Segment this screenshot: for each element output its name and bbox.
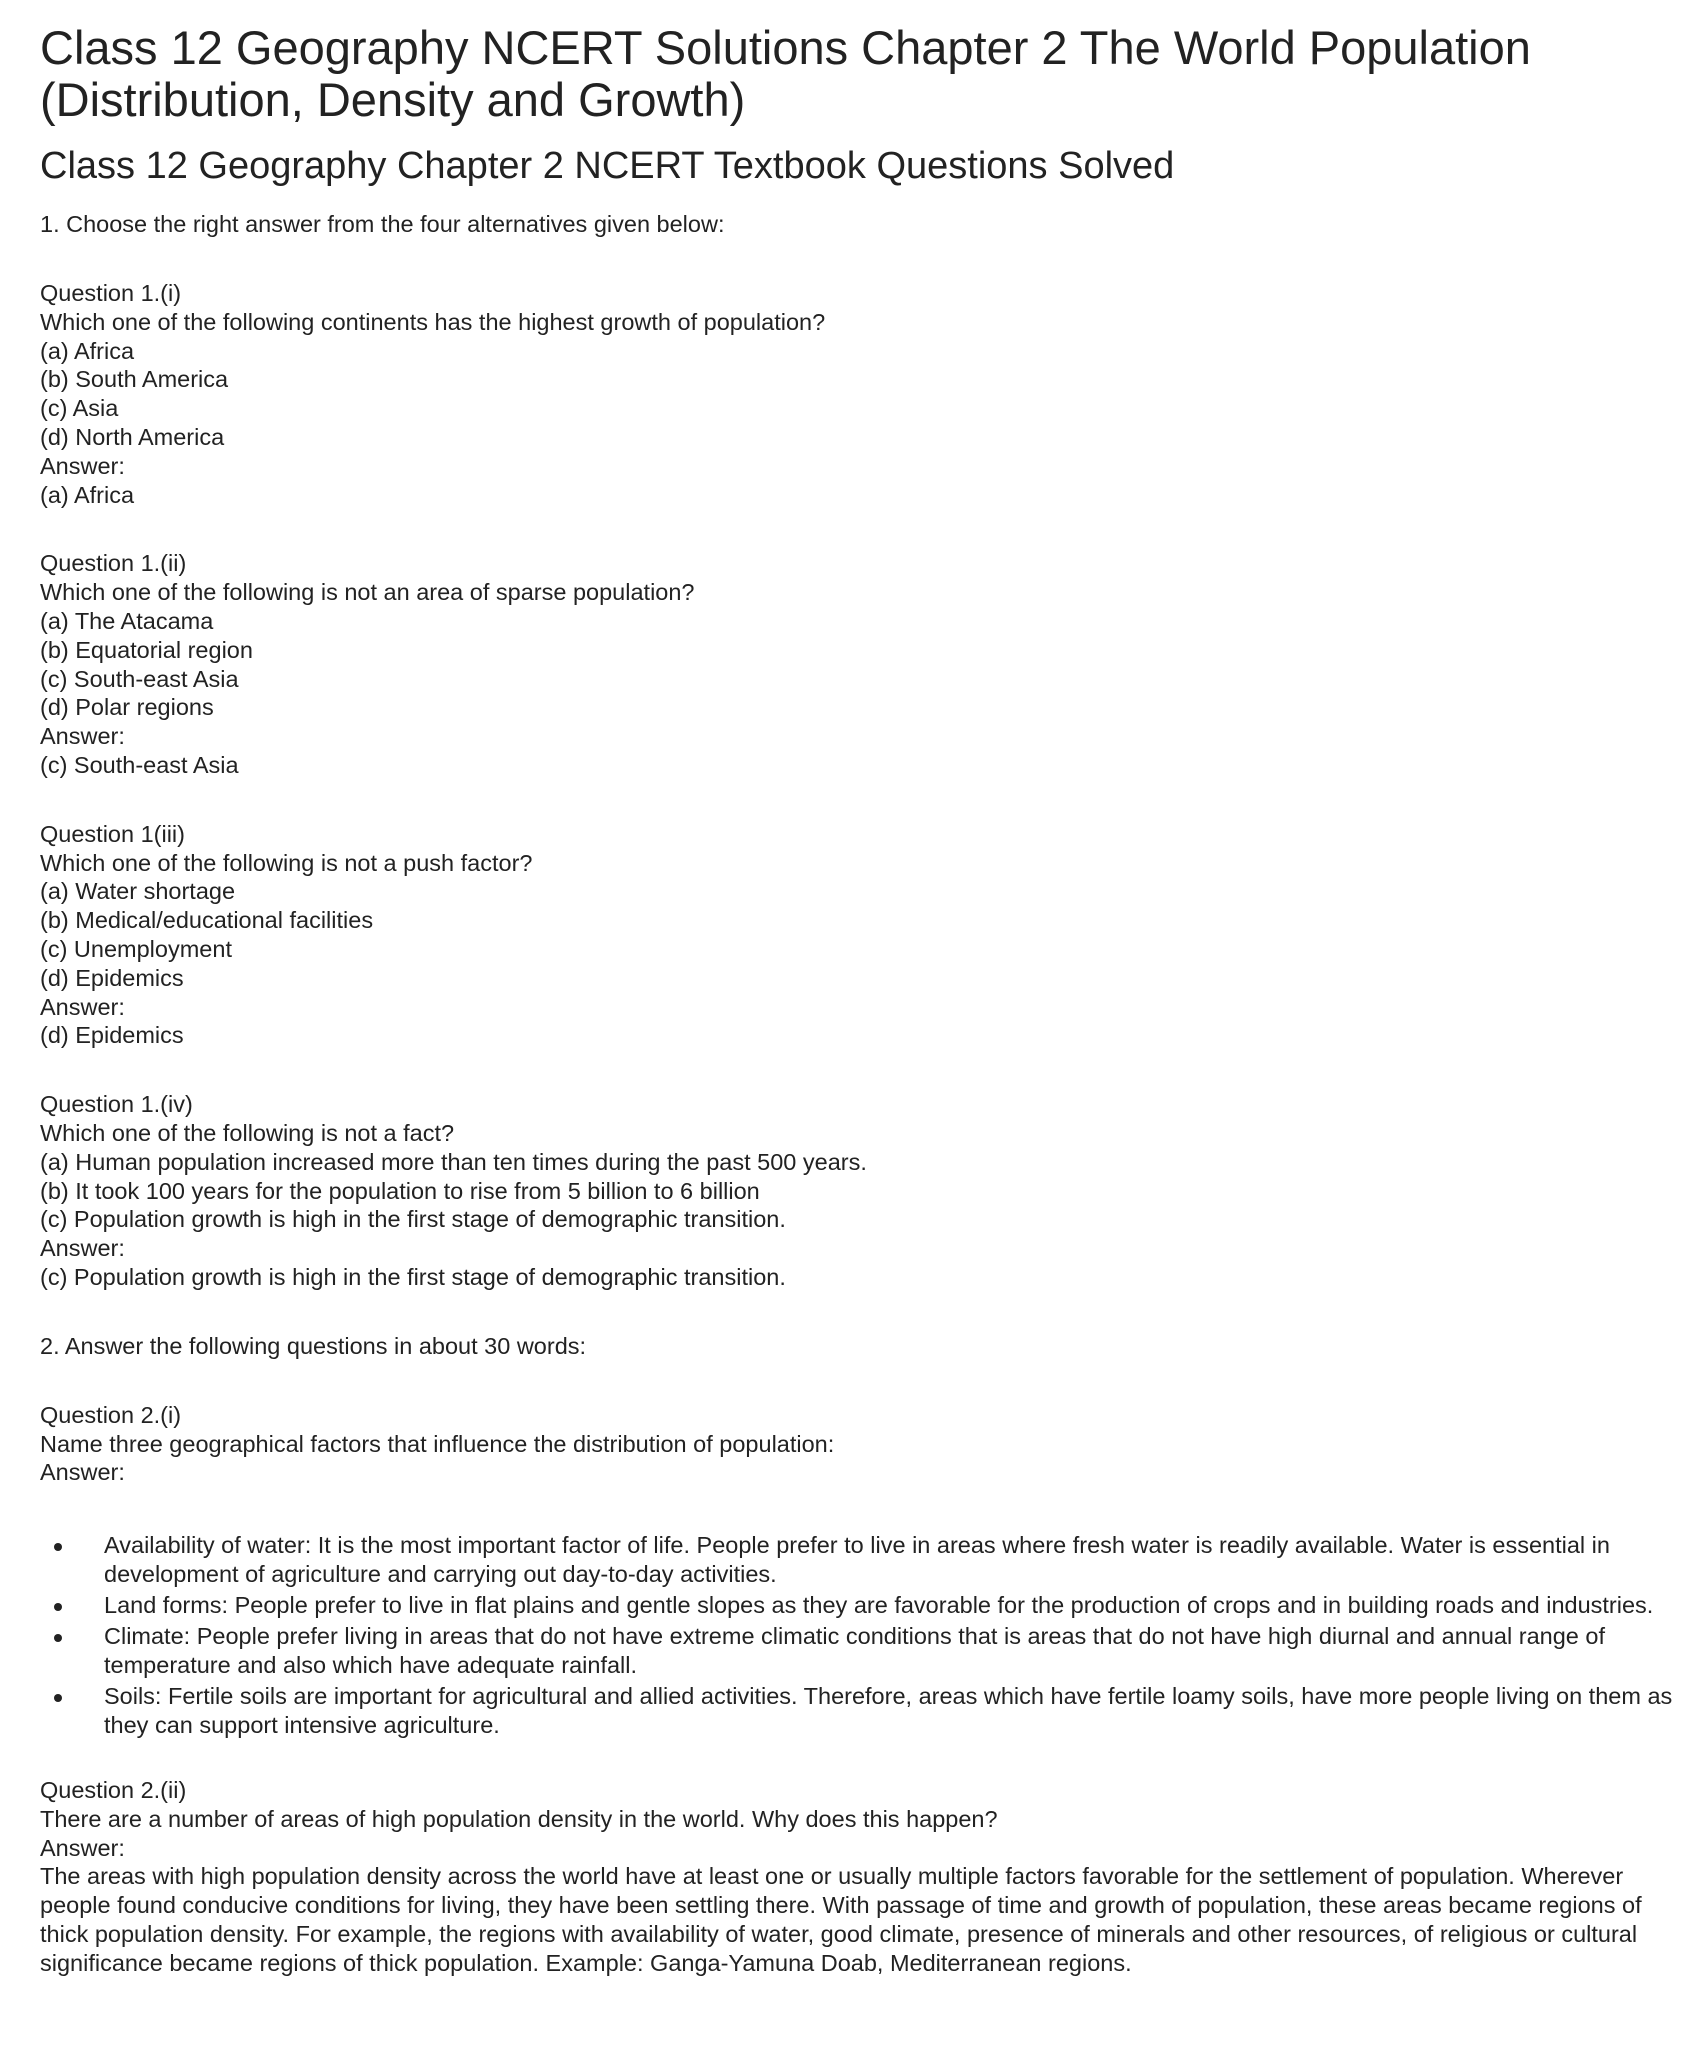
- list-item: [40, 1622, 1684, 1680]
- answer: (a) Africa: [40, 481, 135, 508]
- option: (c) Population growth is high in the first stage of demographic transition.: [40, 1206, 786, 1233]
- option: (a) Africa: [40, 337, 135, 364]
- option: (a) The Atacama: [40, 607, 214, 634]
- question-label: Question 1(iii): [40, 820, 185, 847]
- bullet-icon: [54, 1694, 62, 1702]
- answer-label: Answer:: [40, 723, 125, 750]
- answer: (d) Epidemics: [40, 1022, 184, 1049]
- option: (c) South-east Asia: [40, 665, 239, 692]
- option: (d) Epidemics: [40, 964, 184, 991]
- list-item: [40, 1531, 1684, 1589]
- option: (d) Polar regions: [40, 694, 214, 721]
- answer-label: Answer:: [40, 1834, 125, 1861]
- answer-label: Answer:: [40, 452, 125, 479]
- question-label: Question 1.(iv): [40, 1091, 193, 1118]
- question-text: Name three geographical factors that influence the distribution of population:: [40, 1430, 835, 1457]
- page-subtitle: Class 12 Geography Chapter 2 NCERT Textbook Questions Solved: [40, 145, 1175, 187]
- question-block: [40, 820, 1670, 1050]
- question-label: Question 2.(i): [40, 1401, 182, 1428]
- option: (a) Water shortage: [40, 878, 236, 905]
- list-item: [40, 1682, 1684, 1740]
- question-text: There are a number of areas of high population density in the world. Why does this happen?: [40, 1805, 998, 1832]
- question-block: [40, 549, 1670, 779]
- option: (b) Medical/educational facilities: [40, 907, 374, 934]
- section1-intro: 1. Choose the right answer from the four alternatives given below:: [40, 211, 725, 237]
- factor-text: Availability of water: It is the most important factor of life. People prefer to live in areas where fresh water is readily available. Water is essential in development of agriculture and carrying out day-to-day activities.: [104, 1532, 1610, 1588]
- option: (b) Equatorial region: [40, 636, 253, 663]
- question-text: Which one of the following is not a fact?: [40, 1119, 455, 1146]
- bullet-icon: [54, 1543, 62, 1551]
- question-block: [40, 1090, 1670, 1292]
- answer-label: Answer:: [40, 993, 125, 1020]
- document-page: [40, 21, 1673, 1978]
- answer-label: Answer:: [40, 1235, 125, 1262]
- option: (a) Human population increased more than ten times during the past 500 years.: [40, 1148, 867, 1175]
- question-text: Which one of the following is not an area of sparse population?: [40, 579, 695, 606]
- option: (c) Unemployment: [40, 935, 232, 962]
- section2-intro: 2. Answer the following questions in about 30 words:: [40, 1332, 587, 1359]
- answer: (c) South-east Asia: [40, 751, 239, 778]
- page-title: Class 12 Geography NCERT Solutions Chapter 2 The World Population (Distribution, Density and Growth): [40, 21, 1531, 126]
- question-text: Which one of the following continents has the highest growth of population?: [40, 308, 826, 335]
- factor-text: Land forms: People prefer to live in flat plains and gentle slopes as they are favorable for the production of crops and in building roads and industries.: [104, 1592, 1654, 1619]
- answer-label: Answer:: [40, 1459, 125, 1486]
- question-block: [40, 279, 1670, 509]
- question-label: Question 1.(i): [40, 280, 182, 306]
- question-block: [40, 1776, 1670, 1978]
- list-item: [40, 1591, 1684, 1620]
- answer-paragraph: The areas with high population density across the world have at least one or usually multiple factors favorable for the settlement of population. Wherever people found conducive conditions for living, they have been settling there. With passage of time and growth of population, these areas became regions of thick population density. For example, the regions with availability of water, good climate, presence of minerals and other resources, of religious or cultural significance became regions of thick population. Example: Ganga-Yamuna Doab, Mediterranean regions.: [40, 1863, 1642, 1976]
- option: (c) Asia: [40, 395, 119, 422]
- bullet-icon: [54, 1634, 62, 1642]
- question-text: Which one of the following is not a push factor?: [40, 849, 533, 876]
- factor-text: Soils: Fertile soils are important for agricultural and allied activities. Therefore, areas which have fertile loamy soils, have more people living on them as they can support intensive agriculture.: [104, 1683, 1673, 1739]
- option: (d) North America: [40, 423, 225, 450]
- answer: (c) Population growth is high in the first stage of demographic transition.: [40, 1263, 786, 1290]
- question-block: [40, 1401, 1670, 1487]
- question-label: Question 1.(ii): [40, 550, 187, 577]
- bullet-icon: [54, 1603, 62, 1611]
- option: (b) It took 100 years for the population to rise from 5 billion to 6 billion: [40, 1177, 760, 1204]
- factor-text: Climate: People prefer living in areas that do not have extreme climatic conditions that is areas that do not have high diurnal and annual range of temperature and also which have adequate rainfall.: [104, 1623, 1605, 1679]
- factors-list: [40, 1531, 1673, 1740]
- option: (b) South America: [40, 366, 229, 393]
- question-label: Question 2.(ii): [40, 1777, 187, 1804]
